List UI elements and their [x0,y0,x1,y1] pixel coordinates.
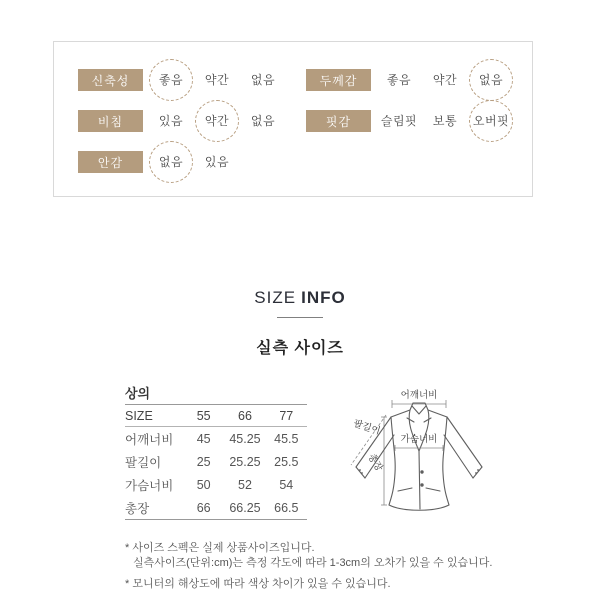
sheerness-label: 비침 [78,110,143,132]
header-size: SIZE [125,408,153,423]
measured-size-subtitle: 실측 사이즈 [256,340,344,357]
size-info-heading-light: SIZE [254,288,297,307]
stretch-option-none: 없음 [250,73,276,87]
fabric-row-sheerness [78,110,286,132]
fabric-row-stretch [78,69,286,91]
header-66: 66 [238,408,252,423]
total-length-label: 총장 [365,451,385,474]
note-size-spec: * 사이즈 스펙은 실제 상품사이즈입니다. [125,542,315,554]
fabric-info-panel [53,41,533,197]
jacket-measurement-diagram [346,372,518,538]
stretch-option-slight: 약간 [204,73,230,87]
fit-label: 핏감 [306,110,371,132]
sheerness-option-none: 없음 [250,114,276,128]
table-section-label: 상의 [125,386,151,401]
arm-length-label: 팔길이 [351,418,382,438]
chest-width-label: 가슴너비 [400,434,438,445]
thickness-option-good: 좋음 [386,73,412,87]
fabric-group-left [78,69,286,192]
sheerness-option-yes: 있음 [158,114,184,128]
thickness-label: 두께감 [306,69,371,91]
stretch-label: 신축성 [78,69,143,91]
table-row-arm: 팔길이 25 25.25 25.5 [125,454,299,470]
lining-option-none-selected: 없음 [148,151,194,173]
sheerness-option-slight-selected: 약간 [194,110,240,132]
note-monitor-color: * 모니터의 해상도에 따라 색상 차이가 있을 수 있습니다. [125,578,391,590]
thickness-option-none-selected: 없음 [468,69,514,91]
fabric-row-lining [78,151,286,173]
footnotes [125,541,492,592]
fabric-row-thickness [306,69,514,91]
fit-option-regular: 보통 [432,114,458,128]
fabric-row-fit [306,110,514,132]
shoulder-width-label: 어깨너비 [400,390,438,401]
thickness-option-slight: 약간 [432,73,458,87]
size-info-heading [0,288,600,308]
table-row-length: 총장 66 66.25 66.5 [125,500,299,516]
table-header-row [125,405,307,427]
table-row-chest: 가슴너비 50 52 54 [125,477,294,493]
table-row-shoulder: 어깨너비 45 45.25 45.5 [125,431,299,447]
fabric-group-right [306,69,514,151]
note-tolerance: 실측사이즈(단위:cm)는 측정 각도에 따라 1-3cm의 오차가 있을 수 있습니다. [133,557,493,569]
heading-divider [277,317,323,318]
lining-label: 안감 [78,151,143,173]
stretch-option-good-selected: 좋음 [148,69,194,91]
jacket-diagram-drawing [346,372,518,538]
header-55: 55 [196,408,211,423]
size-table [125,383,307,520]
header-77: 77 [279,408,294,423]
lining-option-yes: 있음 [204,155,230,169]
size-info-heading-bold: INFO [301,288,346,307]
fit-option-over-selected: 오버핏 [468,110,514,132]
fit-option-slim: 슬림핏 [380,114,418,128]
